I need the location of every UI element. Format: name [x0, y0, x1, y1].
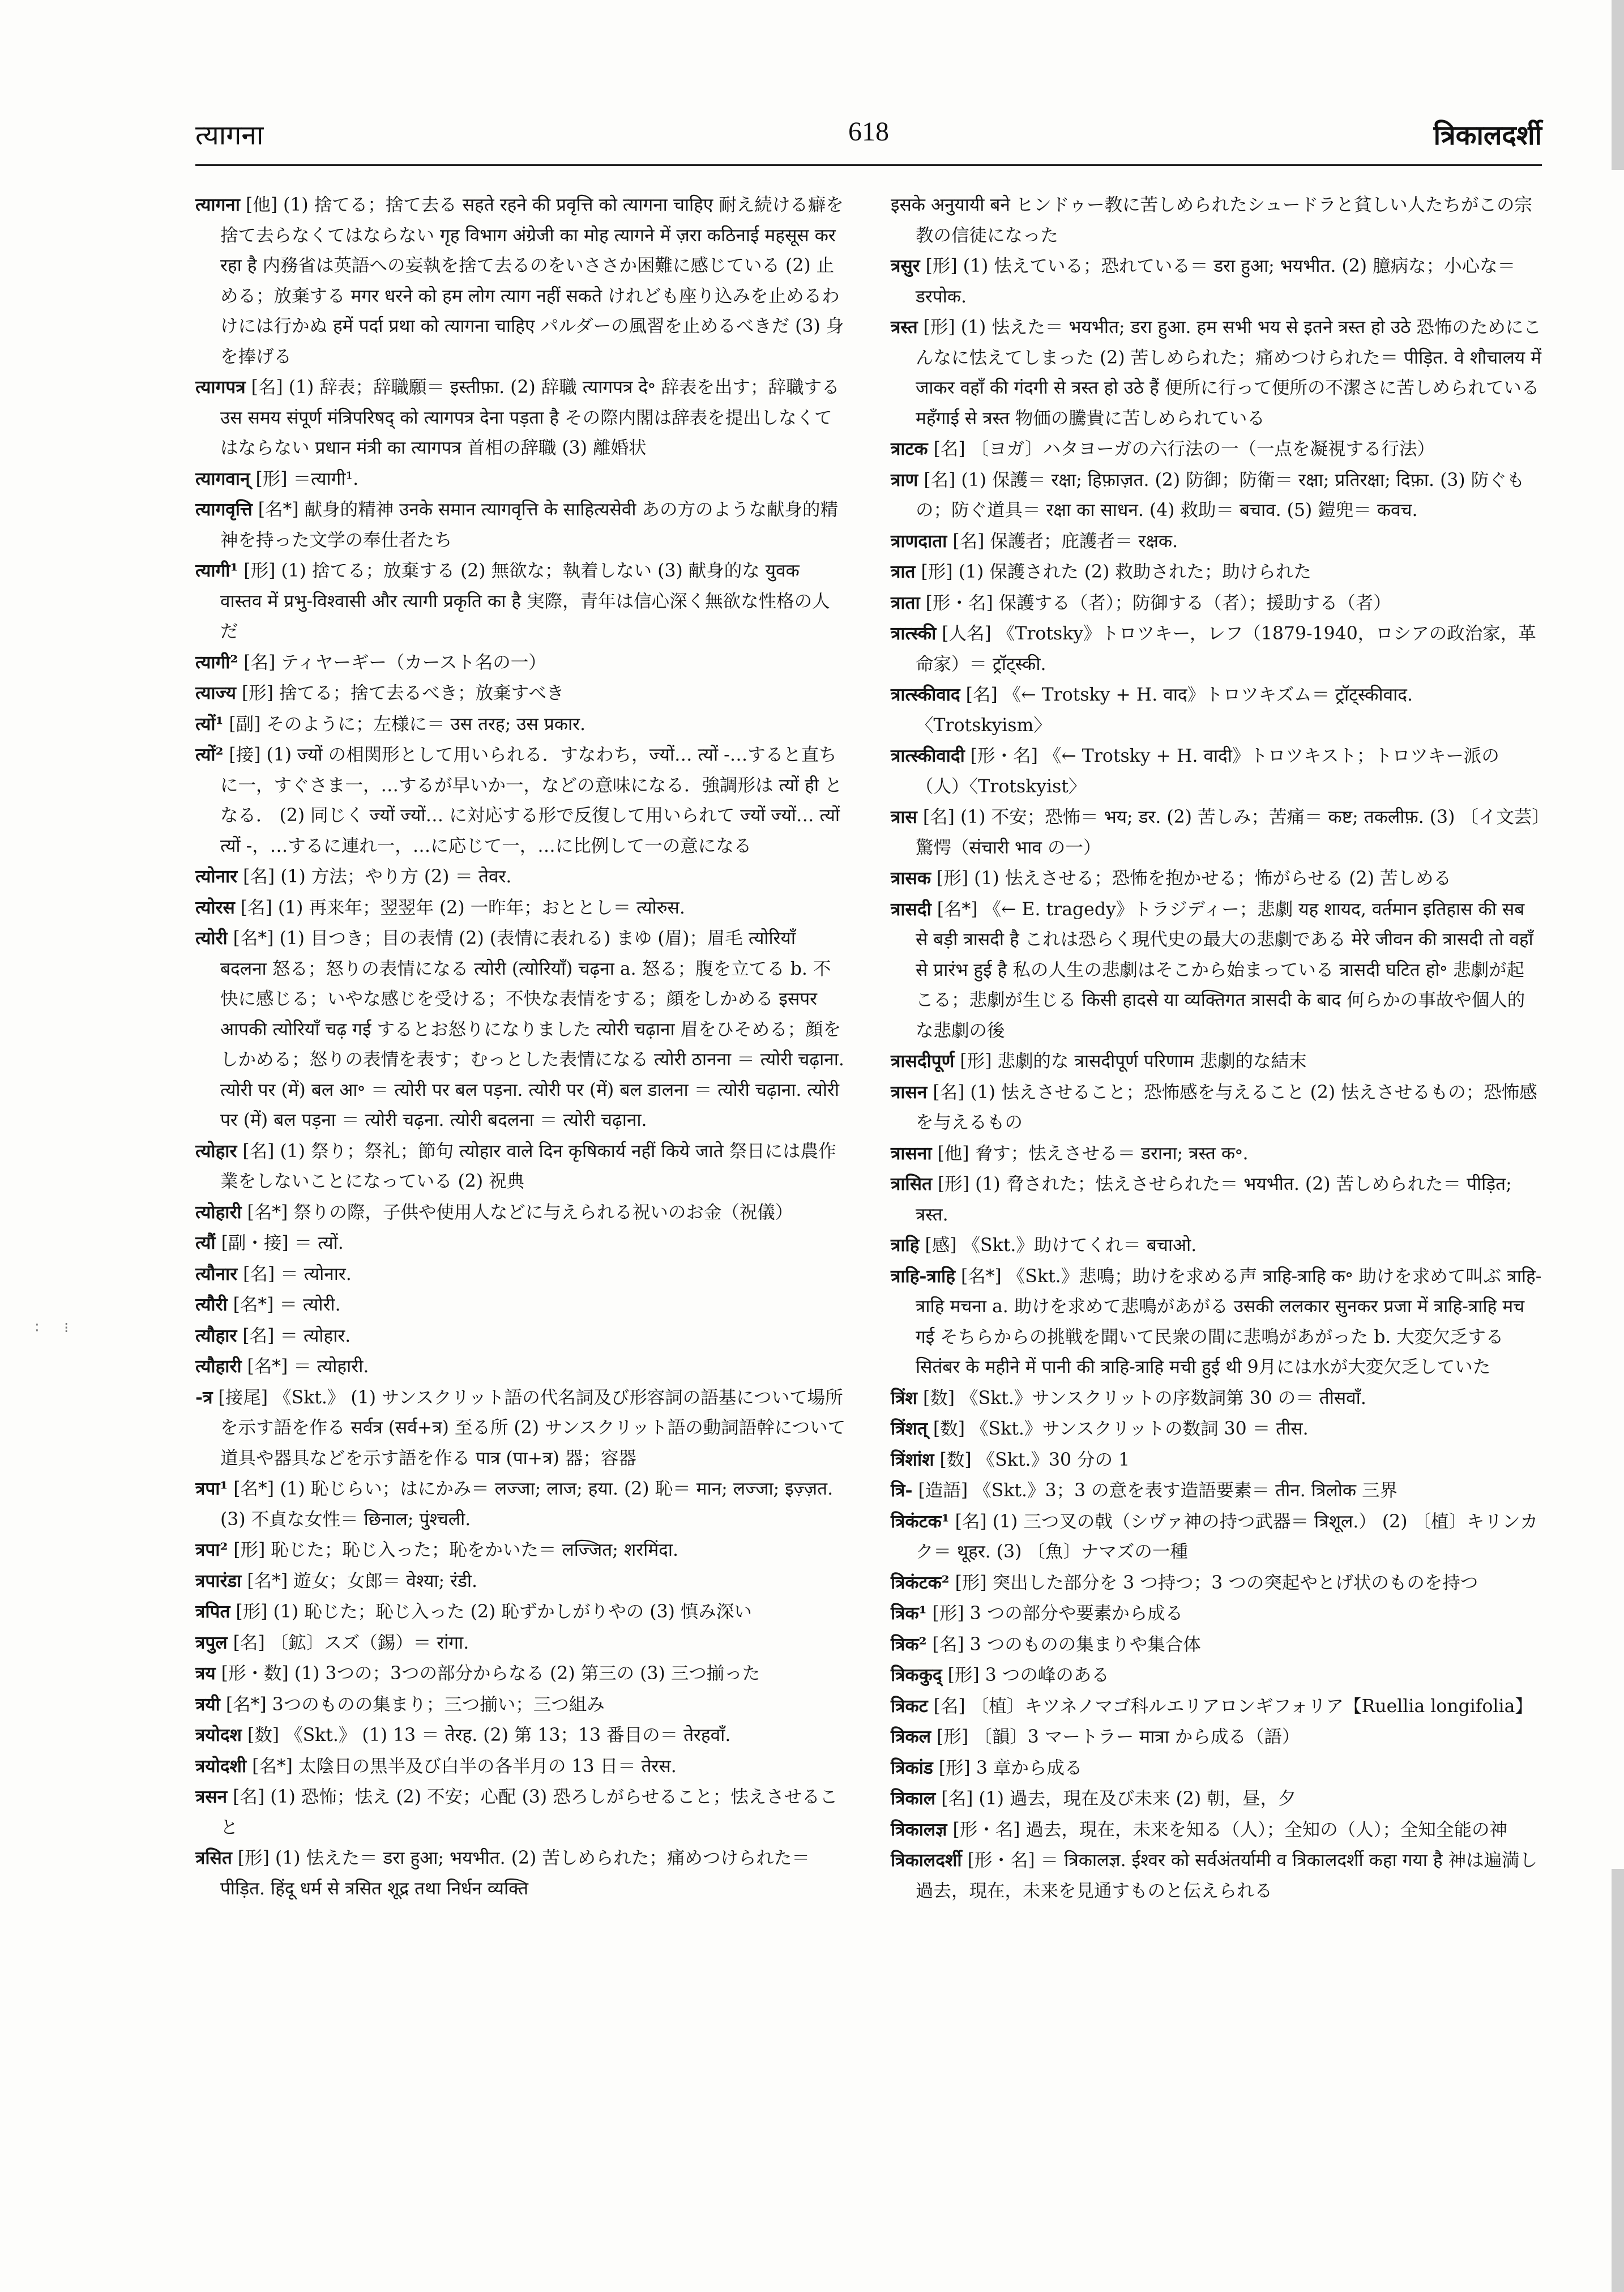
dictionary-entry — [891, 1077, 1542, 1138]
entry-definition: [造語] 《Skt.》3；3 の意を表す造語要素＝ तीन. त्रिलोक 三界 — [912, 1480, 1398, 1501]
entry-headword: त्रासक — [891, 868, 931, 889]
dictionary-entry — [195, 1136, 847, 1197]
entry-definition: [名] ＝ त्योनार. — [237, 1264, 352, 1284]
page-header — [195, 116, 1542, 161]
entry-definition: [名] (1) 三つ叉の戟（シヴァ神の持つ武器＝ त्रिशूल.） (2) 〔植〕キリンカク＝ थूहर. (3) 〔魚〕ナマズの一種 — [916, 1511, 1538, 1562]
entry-definition: [名] (1) 不安；恐怖＝ भय; डर. (2) 苦しみ；苦痛＝ कष्ट; तकलीफ़. (3) 〔イ文芸〕驚愕（संचारी भाव の一） — [916, 807, 1541, 858]
dictionary-entry — [891, 1475, 1542, 1506]
entry-headword: त्यों¹ — [195, 713, 224, 735]
dictionary-entry — [891, 1783, 1542, 1815]
dictionary-entry — [891, 1414, 1542, 1445]
dictionary-entry — [891, 526, 1542, 557]
dictionary-entry — [891, 1722, 1542, 1753]
entry-definition: [形] 捨てる；捨て去るべき；放棄すべき — [236, 683, 565, 703]
entry-headword: त्यागी¹ — [195, 560, 238, 581]
dictionary-entry — [195, 1228, 847, 1259]
right-running-head: त्रिकालदर्शी — [1433, 119, 1542, 151]
entry-headword: त्रपा² — [195, 1539, 228, 1560]
entry-headword: त्योनार — [195, 866, 238, 887]
entry-definition: [名*] 3つのものの集まり；三つ揃い；三つ組み — [220, 1694, 605, 1715]
dictionary-entry — [891, 1138, 1542, 1170]
dictionary-entry — [891, 1046, 1542, 1077]
entry-headword: त्योहारी — [195, 1201, 242, 1223]
dictionary-entry — [195, 861, 847, 893]
entry-definition: [形] (1) 怯えている；恐れている＝ डरा हुआ; भयभीत. (2) 臆病な；小心な＝ डरपोक. — [916, 256, 1516, 307]
dictionary-entry — [891, 618, 1542, 680]
entry-headword: त्याज्य — [195, 682, 236, 703]
right-column — [891, 190, 1542, 1906]
entry-definition: [名] (1) 怯えさせること；恐怖感を与えること (2) 怯えさせるもの；恐怖感を与えるもの — [916, 1082, 1537, 1133]
entry-headword: त्रय — [195, 1663, 216, 1684]
header-rule — [195, 164, 1542, 166]
entry-headword: त्राता — [891, 592, 920, 613]
dictionary-entry — [891, 1445, 1542, 1476]
entry-headword: त्यों² — [195, 744, 224, 765]
entry-headword: त्रिक² — [891, 1633, 927, 1655]
dictionary-entry — [195, 709, 847, 740]
entry-headword: त्रयोदशी — [195, 1755, 247, 1777]
entry-headword: त्योरस — [195, 897, 235, 918]
entry-definition: [名*] 太陰日の黒半及び白半の各半月の 13 日＝ तेरस. — [246, 1756, 677, 1777]
entry-definition: [数] 《Skt.》30 分の 1 — [934, 1449, 1130, 1470]
entry-definition: [感] 《Skt.》助けてくれ＝ बचाओ. — [919, 1235, 1197, 1256]
entry-definition: [名] ティヤーギー（カースト名の一） — [238, 652, 546, 673]
dictionary-entry — [891, 680, 1542, 741]
entry-headword: त्रिंश — [891, 1387, 917, 1409]
dictionary-entry — [891, 465, 1542, 526]
dictionary-entry — [195, 1321, 847, 1352]
entry-definition: [形] (1) 怯えた＝ डरा हुआ; भयभीत. (2) 苦しめられた；痛めつけられた＝ पीड़ित. हिंदू धर्म से त्रसित शूद्र तथा निर्धन व्यक्ति — [220, 1848, 810, 1899]
dictionary-entry — [891, 1568, 1542, 1599]
entry-definition: [名*] ＝ त्योरी. — [227, 1295, 341, 1315]
entry-headword: त्राहि-त्राहि — [891, 1265, 955, 1287]
entry-headword: त्राहि — [891, 1235, 920, 1256]
entry-headword: त्रासित — [891, 1173, 932, 1194]
dictionary-entry — [195, 1782, 847, 1843]
entry-headword: त्रि- — [891, 1480, 913, 1501]
dictionary-entry — [195, 190, 847, 372]
entry-headword: त्रात्स्की — [891, 623, 937, 644]
entry-definition: [名] (1) 祭り；祭礼；節句 त्योहार वाले दिन कृषिकार्य नहीं किये जाते 祭日には農作業をしないことになっている (2) 祝典 — [220, 1141, 836, 1192]
dictionary-entry — [195, 1474, 847, 1535]
entry-headword: त्रिक¹ — [891, 1603, 927, 1624]
entry-definition: [数] 《Skt.》サンスクリットの数詞 30 ＝ तीस. — [927, 1419, 1309, 1439]
dictionary-entry — [195, 1259, 847, 1290]
entry-definition: [名*] ＝ त्योहारी. — [241, 1356, 369, 1377]
entry-headword: त्रासन — [891, 1081, 928, 1103]
entry-definition: [形] ＝त्यागी¹. — [250, 468, 359, 489]
entry-headword: त्रिंशांश — [891, 1449, 934, 1470]
entry-definition: [名] (1) 保護＝ रक्षा; हिफ़ाज़त. (2) 防御；防衛＝ रक्षा; प्रतिरक्षा; दिफ़ा. (3) 防ぐもの；防ぐ道具＝ रक्षा का साधन. (4) 救助＝ बचाव. (5) 鎧兜＝ कवच. — [916, 470, 1525, 520]
entry-headword: त्रिकाल — [891, 1788, 936, 1809]
entry-headword: त्रिकल — [891, 1726, 931, 1747]
entry-definition: [形・名] ＝ त्रिकालज्ञ. ईश्वर को सर्वअंतर्यामी व त्रिकालदर्शी कहा गया है 神は遍満し過去，現在，未来を見通すものと伝えられる — [916, 1850, 1538, 1901]
entry-definition: [人名] 《Trotsky》トロツキー，レフ（1879-1940，ロシアの政治家，革命家）＝ ट्रॉट्स्की. — [916, 624, 1536, 675]
entry-headword: त्रसुर — [891, 255, 920, 276]
entry-definition: [数] 《Skt.》サンスクリットの序数詞第 30 の＝ तीसवाँ. — [917, 1388, 1366, 1409]
entry-headword: त्रिककुद् — [891, 1664, 942, 1685]
dictionary-entry — [195, 1290, 847, 1321]
dictionary-entry — [195, 1689, 847, 1721]
dictionary-entry — [891, 1230, 1542, 1261]
entry-definition: [数] 《Skt.》 (1) 13 ＝ तेरह. (2) 第 13；13 番目の＝ तेरहवाँ. — [241, 1725, 731, 1745]
dictionary-entry — [195, 494, 847, 556]
entry-definition: [形] 恥じた；恥じ入った；恥をかいた＝ लज्जित; शरमिंदा. — [228, 1540, 679, 1560]
dictionary-entry — [195, 1751, 847, 1782]
entry-definition: [名*] 《← E. tragedy》トラジディー；悲劇 यह शायद, वर्तमान इतिहास की सब से बड़ी त्रासदी है これは恐らく現代史の最大の悲劇である मेरे जीवन की त्रासदी तो वहाँ से प्रारंभ हुई है 私の人生の悲劇はそこから始まっている त्रासदी घटित हो॰ 悲劇が起こる；悲劇が生じる किसी हादसे या व्यक्तिगत त्रासदी के बाद 何らかの事故や個人的な悲劇の後 — [916, 899, 1533, 1041]
dictionary-entry — [891, 1753, 1542, 1784]
entry-headword: त्रात्स्कीवाद — [891, 684, 960, 705]
entry-definition: [名] 3 つのものの集まりや集合体 — [926, 1634, 1201, 1655]
entry-headword: त्योहार — [195, 1140, 237, 1162]
scan-edge-shadow — [1612, 1869, 1624, 2292]
entry-definition: [形] 悲劇的な त्रासदीपूर्ण परिणाम 悲劇的な結末 — [954, 1051, 1307, 1072]
entry-definition: [名*] (1) 恥じらい；はにかみ＝ लज्जा; लाज; हया. (2) 恥＝ मान; लज्जा; इज़्ज़त. (3) 不貞な女性＝ छिनाल; पुंश्चली. — [220, 1479, 834, 1530]
entry-headword: त्रिकालज्ञ — [891, 1819, 947, 1840]
dictionary-entry — [891, 251, 1542, 312]
entry-headword: त्रपा¹ — [195, 1478, 228, 1499]
dictionary-entry — [195, 1197, 847, 1228]
entry-headword: त्यौनार — [195, 1263, 238, 1284]
entry-headword: त्रासदीपूर्ण — [891, 1051, 955, 1072]
dictionary-entry — [891, 557, 1542, 588]
entry-headword: त्रासदी — [891, 898, 931, 920]
dictionary-entry — [891, 863, 1542, 894]
entry-headword: त्रपुल — [195, 1632, 228, 1653]
entry-definition: [名] 《← Trotsky + H. वाद》トロツキズム＝ ट्रॉट्स्कीवाद. 〈Trotskyism〉 — [916, 685, 1413, 736]
entry-headword: त्यागी² — [195, 651, 238, 673]
entry-definition: [名*] (1) 目つき；目の表情 (2) (表情に表れる) まゆ (眉)；眉毛 त्योरियाँ बदलना 怒る；怒りの表情になる त्योरी (त्योरियाँ) चढ़ना a. 怒る；腹を立てる b. 不快に感じる；いやな感じを受ける；不快な表情をする；顔をしかめる इसपर आपकी त्योरियाँ चढ़ गई するとお怒りになりました त्योरी चढ़ाना 眉をひそめる；顔をしかめる；怒りの表情を表す；むっとした表情になる त्योरी ठानना ＝ त्योरी चढ़ाना. त्योरी पर (में) बल आ॰ ＝ त्योरी पर बल पड़ना. त्योरी पर (में) बल डालना ＝ त्योरी चढ़ाना. त्योरी पर (में) बल पड़ना ＝ त्योरी चढ़ना. त्योरी बदलना ＝ त्योरी चढ़ाना. — [220, 928, 844, 1130]
dictionary-entry — [891, 190, 1542, 251]
entry-headword: त्रपारंडा — [195, 1570, 242, 1591]
entry-definition: [形] (1) 怯えさせる；恐怖を抱かせる；怖がらせる (2) 苦しめる — [931, 868, 1451, 889]
dictionary-entry — [195, 1658, 847, 1689]
entry-headword: त्यागवान् — [195, 468, 250, 489]
entry-definition: [名*] 《Skt.》悲鳴；助けを求める声 त्राहि-त्राहि क॰ 助けを求めて叫ぶ त्राहि-त्राहि मचना a. 助けを求めて悲鳴があがる उसकी ललकार सुनकर प्रजा में त्राहि-त्राहि मच गई そちらからの挑戦を聞いて民衆の間に悲鳴があがった b. 大変欠乏する सितंबर के महीने में पानी की त्राहि-त्राहि मची हुई थी 9月には水が大変欠乏していた — [916, 1266, 1542, 1377]
entry-definition: [名*] 献身的精神 उनके समान त्यागवृत्ति के साहित्यसेवी あの方のような献身的精神を持った文学の奉仕者たち — [220, 500, 839, 550]
entry-headword: त्यौहारी — [195, 1356, 242, 1377]
entry-headword: त्रिकंटक² — [891, 1572, 950, 1593]
entry-headword: त्यागपत्र — [195, 377, 246, 398]
entry-headword: त्रात — [891, 561, 916, 582]
entry-definition: [形] 3 つの峰のある — [942, 1665, 1109, 1685]
entry-definition: [形・数] (1) 3つの；3つの部分からなる (2) 第三の (3) 三つ揃った — [215, 1663, 760, 1684]
scan-margin-mark: ∶ ⁝ — [35, 1320, 79, 1337]
entry-headword: -त्र — [195, 1386, 213, 1408]
dictionary-entry — [891, 802, 1542, 863]
dictionary-entry — [891, 1660, 1542, 1691]
scan-edge-shadow — [1612, 0, 1624, 170]
left-column — [195, 190, 847, 1904]
dictionary-entry — [195, 1843, 847, 1904]
entry-headword: त्यौं — [195, 1232, 216, 1253]
dictionary-entry — [891, 1506, 1542, 1568]
entry-headword: त्रस्त — [891, 317, 918, 338]
entry-definition: [他] (1) 捨てる；捨て去る सहते रहने की प्रवृत्ति को त्यागना चाहिए 耐え続ける癖を捨て去らなくてはならない गृह विभाग अंग्रेजी का मोह त्यागने में ज़रा कठिनाई महसूस कर रहा है 内務省は英語への妄執を捨て去るのをいささか困難に感じている (2) 止める；放棄する मगर धरने को हम लोग त्याग नहीं सकते けれども座り込みを止めるわけには行かぬ हमें पर्दा प्रथा को त्यागना चाहिए パルダーの風習を止めるべきだ (3) 身を捧げる — [220, 195, 844, 367]
entry-headword: त्रसन — [195, 1786, 228, 1807]
entry-headword: त्राण — [891, 469, 918, 490]
dictionary-entry — [195, 893, 847, 924]
dictionary-entry — [891, 1815, 1542, 1846]
entry-definition: [形・名] 保護する（者）；防御する（者）；援助する（者） — [920, 592, 1391, 613]
dictionary-entry — [891, 1598, 1542, 1629]
dictionary-entry — [891, 1691, 1542, 1722]
entry-headword: त्रिकंटक¹ — [891, 1510, 950, 1532]
entry-definition: [名] (1) 方法；やり方 (2) ＝ तेवर. — [237, 867, 512, 887]
entry-headword: त्रात्स्कीवादी — [891, 745, 965, 766]
dictionary-entry — [195, 1597, 847, 1628]
entry-definition: [副・接] ＝ त्यों. — [215, 1233, 344, 1253]
dictionary-entry — [891, 434, 1542, 465]
entry-definition: [形] 3 つの部分や要素から成る — [926, 1603, 1183, 1624]
entry-definition: [名] 〔植〕キツネノマゴ科ルエリアロンギフォリア【Ruellia longifolia】 — [928, 1696, 1533, 1717]
dictionary-entry — [195, 464, 847, 495]
entry-definition: [名] (1) 辞表；辞職願＝ इस्तीफ़ा. (2) 辞職 त्यागपत्र दे॰ 辞表を出す；辞職する उस समय संपूर्ण मंत्रिपरिषद् को त्यागपत्र देना पड़ता है その際内閣は辞表を提出しなくてはならない प्रधान मंत्री का त्यागपत्र 首相の辞職 (3) 離婚状 — [220, 377, 840, 458]
dictionary-entry — [891, 1629, 1542, 1661]
dictionary-entry — [891, 1845, 1542, 1906]
entry-headword: त्रिकट — [891, 1695, 928, 1717]
entry-definition: [接] (1) ज्यों の相関形として用いられる．すなわち，ज्यों… त्यों -…すると直ちに一，すぐさま一，…するが早いか一，などの意味になる．強調形は त्यों ही となる． (2) 同じく ज्यों ज्यों… に対応する形で反復して用いられて ज्यों ज्यों… त्यों त्यों -，…するに連れ一，…に応じて一，…に比例して一の意になる — [220, 745, 843, 856]
dictionary-entry — [891, 588, 1542, 619]
entry-headword: त्रिकांड — [891, 1757, 933, 1778]
dictionary-entry — [891, 1261, 1542, 1383]
entry-headword: त्योरी — [195, 928, 228, 949]
entry-definition: [名] (1) 過去，現在及び未来 (2) 朝，昼，夕 — [935, 1789, 1296, 1809]
entry-definition: [副] そのように；左様に＝ उस तरह; उस प्रकार. — [223, 714, 586, 735]
entry-definition: [名*] 祭りの際，子供や使用人などに与えられる祝いのお金（祝儀） — [241, 1202, 793, 1223]
page-number: 618 — [848, 117, 889, 147]
entry-definition: [他] 脅す；怯えさせる＝ डराना; त्रस्त क॰. — [931, 1143, 1249, 1164]
entry-headword: त्रासना — [891, 1142, 932, 1164]
dictionary-entry — [195, 556, 847, 647]
entry-headword: त्यौरी — [195, 1294, 228, 1315]
entry-definition: [形・名] 過去，現在，未来を知る（人）；全知の（人）；全知全能の神 — [947, 1819, 1508, 1840]
left-running-head: त्यागना — [195, 119, 264, 151]
dictionary-entry — [891, 741, 1542, 802]
entry-headword: त्यागना — [195, 194, 240, 215]
entry-headword: त्यागवृत्ति — [195, 499, 253, 520]
dictionary-entry — [195, 1382, 847, 1474]
entry-definition: [形] (1) 捨てる；放棄する (2) 無欲な；執着しない (3) 献身的な युवक वास्तव में प्रभु-विश्वासी और त्यागी प्रकृति का है 実際，青年は信心深く無欲な性格の人だ — [220, 561, 830, 642]
entry-headword: त्रिकालदर्शी — [891, 1850, 962, 1871]
entry-definition: [名] 保護者；庇護者＝ रक्षक. — [947, 531, 1178, 552]
entry-definition: [形・名] 《← Trotsky + H. वादी》トロツキスト；トロツキー派の（人）〈Trotskyist〉 — [916, 746, 1499, 797]
entry-definition: [形] 〔韻〕3 マートラー मात्रा から成る（語） — [931, 1727, 1300, 1747]
dictionary-entry — [891, 312, 1542, 434]
dictionary-entry — [195, 372, 847, 464]
entry-definition: [名*] 遊女；女郎＝ वेश्या; रंडी. — [241, 1570, 478, 1591]
entry-headword: त्रयी — [195, 1693, 220, 1715]
dictionary-entry — [195, 678, 847, 709]
entry-headword: त्रास — [891, 806, 917, 827]
entry-definition: [形] 3 章から成る — [933, 1757, 1083, 1778]
entry-definition: [形] (1) 保護された (2) 救助された；助けられた — [915, 562, 1311, 582]
entry-definition: [名] (1) 恐怖；怯え (2) 不安；心配 (3) 恐ろしがらせること；怯えさせること — [220, 1787, 838, 1838]
entry-headword: त्रिंशत् — [891, 1418, 928, 1439]
entry-definition: [名] 〔鉱〕スズ（錫）＝ रांगा. — [227, 1632, 469, 1653]
dictionary-entry — [891, 1169, 1542, 1230]
entry-headword: त्रपित — [195, 1601, 230, 1622]
entry-definition: [形] (1) 怯えた＝ भयभीत; डरा हुआ. हम सभी भय से इतने त्रस्त हो उठे 恐怖のためにこんなに怯えてしまった (2) 苦しめられた；痛めつけられた＝ पीड़ित. वे शौचालय में जाकर वहाँ की गंदगी से त्रस्त हो उठे हैं 便所に行って便所の不潔さに苦しめられている महँगाई से त्रस्त 物価の騰貴に苦しめられている — [916, 317, 1541, 429]
dictionary-entry — [891, 1383, 1542, 1414]
dictionary-entry — [891, 894, 1542, 1047]
dictionary-entry — [195, 1351, 847, 1382]
entry-headword: त्रसित — [195, 1847, 232, 1868]
entry-headword: त्राणदाता — [891, 530, 947, 552]
entry-definition: [形] (1) 恥じた；恥じ入った (2) 恥ずかしがりやの (3) 慎み深い — [230, 1602, 752, 1622]
entry-headword: त्रयोदश — [195, 1725, 242, 1745]
dictionary-entry — [195, 740, 847, 861]
entry-headword: त्राटक — [891, 438, 928, 459]
dictionary-entry — [195, 1535, 847, 1566]
entry-headword: त्यौहार — [195, 1325, 237, 1346]
entry-definition: [形] (1) 脅された；怯えさせられた＝ भयभीत. (2) 苦しめられた＝ पीड़ित; त्रस्त. — [916, 1174, 1512, 1225]
entry-definition: [名] (1) 再来年；翌翌年 (2) 一昨年；おととし＝ त्योरुस. — [234, 897, 685, 918]
dictionary-entry — [195, 923, 847, 1136]
dictionary-entry — [195, 1566, 847, 1597]
dictionary-entry — [195, 1720, 847, 1751]
entry-definition: [名] ＝ त्योहार. — [237, 1325, 351, 1346]
entry-definition: [名] 〔ヨガ〕ハタヨーガの六行法の一（一点を凝視する行法） — [928, 439, 1435, 459]
entry-definition: इसके अनुयायी बने ヒンドゥー教に苦しめられたシュードラと貧しい人たちがこの宗教の信徒になった — [891, 195, 1532, 246]
dictionary-entry — [195, 647, 847, 678]
entry-definition: [形] 突出した部分を 3 つ持つ；3 つの突起やとげ状のものを持つ — [949, 1572, 1478, 1593]
dictionary-entry — [195, 1628, 847, 1659]
entry-definition: [接尾] 《Skt.》 (1) サンスクリット語の代名詞及び形容詞の語基について場所を示す語を作る सर्वत्र (सर्व+त्र) 至る所 (2) サンスクリット語の動詞語幹について道具や器具などを示す語を作る पात्र (पा+त्र) 器；容器 — [212, 1387, 846, 1469]
